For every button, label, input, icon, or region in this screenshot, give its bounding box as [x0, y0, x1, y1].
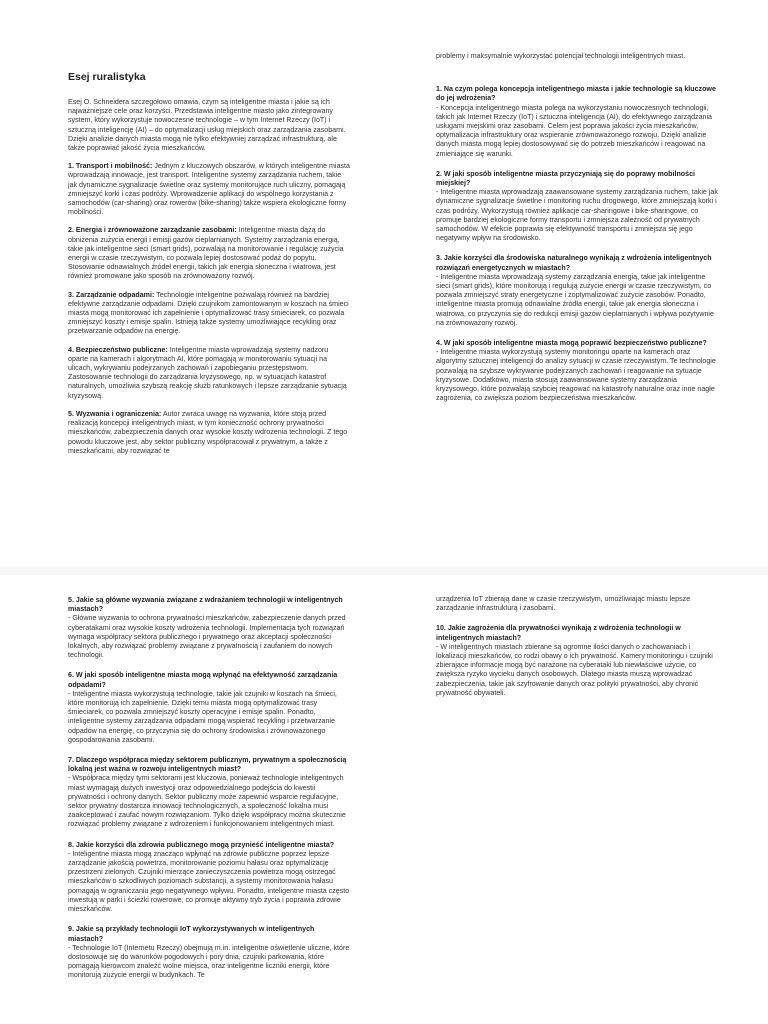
question-text: 5. Jakie są główne wyzwania związane z wdrażaniem technologii w inteligentnych miastach? [68, 596, 343, 614]
answer-text: - Inteligentne miasta wykorzystują technologie, takie jak czujniki w koszach na śmieci, które monitorują ich zapełnienie. Dzięki temu miasta mogą optymalizować trasy śmieciarek, co pozwala zmniejszyć koszty operacyjne i emisje spalin. Ponadto, inteligentne systemy zarządzania odpadami mogą wspierać recykling i przetwarzanie odpadów na energię, co przyczynia się do ochrony środowiska i zrównoważonego gospodarowania zasobami. [68, 689, 337, 744]
question-text: 1. Na czym polega koncepcja inteligentnego miasta i jakie technologie są kluczowe do jej wdrożenia? [436, 85, 716, 103]
qa-item [68, 841, 350, 915]
question-text: 9. Jakie są przykłady technologii IoT wykorzystywanych w inteligentnych miastach? [68, 925, 315, 943]
continuation-text: urządzenia IoT zbierają dane w czasie rzeczywistym, umożliwiając miastu lepsze zarządzanie infrastrukturą i zasobami. [436, 595, 691, 613]
point-paragraph [68, 291, 350, 337]
right-column [436, 52, 718, 415]
qa-item [436, 254, 718, 328]
continuation-text: problemy i maksymalnie wykorzystać potencjał technologii inteligentnych miast. [436, 52, 686, 60]
question-text: 2. W jaki sposób inteligentne miasta przyczyniają się do poprawy mobilności miejskiej? [436, 169, 695, 188]
qa-item [436, 170, 718, 244]
answer-text: - Technologie IoT (Internetu Rzeczy) obejmują m.in. inteligentne oświetlenie uliczne, które dostosowuje się do warunków pogodowych i pory dnia, czujniki parkowania, które pomagają kierowcom znaleźć wolne miejsca, oraz inteligentne liczniki energii, które monitorują zużycie energii w budynkach. Te [68, 943, 350, 980]
point-paragraph [68, 346, 350, 401]
question-text: 3. Jakie korzyści dla środowiska naturalnego wynikają z wdrożenia inteligentnych rozwiązań energetycznych w miastach? [436, 254, 712, 272]
intro-paragraph: Esej O. Schneidera szczegółowo omawia, czym są inteligentne miasta i jakie są ich najważniejsze cele oraz korzyści. Przedstawia inteligentne miasto jako zintegrowany system, który wykorzystuje nowoczesne technologie – w tym Internet Rzeczy (IoT) i sztuczną inteligencję (AI) – do optymalizacji usług miejskich oraz zarządzania zasobami. Dzięki analizie danych miasta mogą nie tylko efektywniej zarządzać infrastrukturą, ale także poprawiać jakość życia mieszkańców. [68, 98, 346, 153]
answer-text: - Inteligentne miasta wprowadzają systemy zarządzania energią, takie jak inteligentne sieci (smart grids), które monitorują i regulują zużycie energii w czasie rzeczywistym, co pozwala zmniejszyć straty energetyczne i zoptymalizować zużycie zasobów. Ponadto, inteligentne miasta promują odnawialne źródła energii, takie jak energia słoneczna i wiatrowa, co przyczynia się do redukcji emisji gazów cieplarnianych i wpływa pozytywnie na zrównoważony rozwój. [436, 272, 714, 327]
qa-item [68, 756, 350, 830]
left-column [68, 596, 350, 992]
point-text: Inteligentne miasta dążą do obniżenia zużycia energii i emisji gazów cieplarnianych. Systemy zarządzania energią, takie jak inteligentne sieci (smart grids), pozwalają na monitorowanie i regulację zużycia energii w czasie rzeczywistym, co pozwala lepiej dostosować podaż do popytu. Stosowanie odnawialnych źródeł energii, takich jak energia słoneczna i wiatrowa, jest również promowane jako sposób na zrównoważony rozwój. [68, 226, 344, 281]
point-heading: 1. Transport i mobilność: [68, 162, 153, 171]
point-text: Autor zwraca uwagę na wyzwania, które stoją przed realizacją koncepcji inteligentnych miast, w tym konieczność ochrony prywatności mieszkańców, zabezpieczenia danych oraz wysokie koszty wdrożenia technologii. Z tego powodu kluczowe jest, aby sektor publiczny współpracował z prywatnym, a także z mieszkańcami, aby rozwiązać te [68, 409, 348, 455]
answer-text: - Inteligentne miasta mogą znacząco wpłynąć na zdrowie publiczne poprzez lepsze zarządzanie jakością powietrza, monitorowanie poziomu hałasu oraz optymalizację przestrzeni zielonych. Czujniki mierzące zanieczyszczenia powietrza mogą ostrzegać mieszkańców o szkodliwych poziomach substancji, a systemy monitorowania hałasu pomagają w ograniczaniu jego negatywnego wpływu. Ponadto, inteligentne miasta często inwestują w parki i ścieżki rowerowe, co promuje aktywny tryb życia i poprawia zdrowie mieszkańców. [68, 849, 350, 914]
point-heading: 2. Energia i zrównoważone zarządzanie zasobami: [68, 226, 237, 235]
answer-text: - Inteligentne miasta wykorzystują systemy monitoringu oparte na kamerach oraz algorytmy sztucznej inteligencji do analizy sytuacji w czasie rzeczywistym. Te technologie pozwalają na szybsze wykrywanie podejrzanych zachowań i reagowanie na sytuacje kryzysowe. Dodatkowo, miasta stosują zaawansowane systemy zarządzania kryzysowego, które pozwalają szybciej reagować na katastrofy naturalne oraz inne nagłe zagrożenia, co zwiększa poziom bezpieczeństwa mieszkańców. [436, 348, 716, 403]
question-text: 8. Jakie korzyści dla zdrowia publicznego mogą przynieść inteligentne miasta? [68, 840, 335, 849]
point-text: Jednym z kluczowych obszarów, w których inteligentne miasta wprowadzają innowacje, jest transport. Inteligentne systemy zarządzania ruchem, takie jak dynamiczne sygnalizacje świetlne oraz systemy monitorujące ruch uliczny, pomagają zmniejszyć korki i czas podróży. Wprowadzenie aplikacji do wspólnego korzystania z samochodów (car-sharing) oraz rowerów (bike-sharing) także wspiera ekologiczne formy mobilności. [68, 162, 350, 217]
point-text: Technologie inteligentne pozwalają również na bardziej efektywne zarządzanie odpadami. Dzięki czujnikom zamontowanym w koszach na śmieci miasta mogą monitorować ich zapełnienie i optymalizować trasy śmieciarek, co pozwala zmniejszyć koszty i emisje spalin. Istnieją także systemy umożliwiające recykling oraz przetwarzanie odpadów na energię. [68, 290, 349, 336]
point-text: Inteligentne miasta wprowadzają systemy nadzoru oparte na kamerach i algorytmach AI, które pomagają w monitorowaniu sytuacji na ulicach, wykrywaniu podejrzanych zachowań i zapobieganiu przestępstwom. Zastosowanie technologii do zarządzania kryzysowego, np. w sytuacjach katastrof naturalnych, umożliwia szybszą reakcję służb ratunkowych i lepsze zarządzanie sytuacją kryzysową. [68, 345, 347, 400]
answer-text: - Główne wyzwania to ochrona prywatności mieszkańców, zabezpieczenie danych przed cyberatakami oraz wysokie koszty wdrożenia technologii. Implementacja tych rozwiązań wymaga współpracy sektora publicznego i prywatnego oraz akceptacji społeczności lokalnych, aby rozwiązać problemy związane z prywatnością i zaufaniem do nowych technologii. [68, 614, 346, 660]
question-text: 10. Jakie zagrożenia dla prywatności wynikają z wdrożenia technologii w inteligentnych miastach? [436, 624, 681, 642]
point-paragraph [68, 226, 350, 281]
point-heading: 3. Zarządzanie odpadami: [68, 290, 155, 299]
answer-text: - Koncepcja inteligentnego miasta polega na wykorzystaniu nowoczesnych technologii, takich jak Internet Rzeczy (IoT) i sztuczna inteligencja (AI), do efektywnego zarządzania usługami miejskimi oraz zasobami. Celem jest poprawa jakości życia mieszkańców, optymalizacja infrastruktury oraz wspieranie zrównoważonego rozwoju. Dzięki analizie danych miasta mogą lepiej dostosowywać się do potrzeb mieszkańców i reagować na zmieniające się warunki. [436, 103, 712, 158]
answer-text: - Inteligentne miasta wprowadzają zaawansowane systemy zarządzania ruchem, takie jak dynamiczne sygnalizacje świetlne i monitoring ruchu drogowego, które zmniejszają korki i czas podróży. Wykorzystują również aplikacje car-sharingowe i bike-sharingowe, co promuje bardziej ekologiczne formy transportu i zmniejsza zależność od prywatnych samochodów. W efekcie poprawia się efektywność transportu i zmniejsza się jego negatywny wpływ na środowisko. [436, 188, 718, 243]
qa-item [68, 596, 350, 660]
point-heading: 4. Bezpieczeństwo publiczne: [68, 345, 168, 354]
qa-item [436, 85, 718, 159]
question-text: 7. Dlaczego współpraca między sektorem publicznym, prywatnym a społecznością lokalną jest ważna w rozwoju inteligentnych miast? [68, 756, 347, 774]
right-column [436, 595, 718, 707]
left-column [68, 71, 350, 465]
point-heading: 5. Wyzwania i ograniczenia: [68, 409, 162, 418]
answer-text: - W inteligentnych miastach zbierane są ogromne ilości danych o zachowaniach i lokalizacji mieszkańców, co rodzi obawy o ich prywatność. Kamery monitoringu i czujniki zbierające informacje mogą być narażone na cyberataki lub niewłaściwe użycie, co zwiększa ryzyko wycieku danych osobowych. Dlatego miasta muszą wprowadzać zabezpieczenia, takie jak szyfrowanie danych oraz polityki prywatności, aby chronić prywatność obywateli. [436, 642, 713, 697]
point-paragraph [68, 410, 350, 456]
qa-item [436, 339, 718, 403]
question-text: 4. W jaki sposób inteligentne miasta mogą poprawić bezpieczeństwo publiczne? [436, 339, 707, 348]
question-text: 6. W jaki sposób inteligentne miasta mogą wpłynąć na efektywność zarządzania odpadami? [68, 671, 338, 689]
point-paragraph [68, 162, 350, 217]
qa-item [68, 925, 350, 980]
document-page-2 [0, 575, 768, 1024]
answer-text: - Współpraca między tymi sektorami jest kluczowa, ponieważ technologie inteligentnych miast wymagają dużych inwestycji oraz odpowiedzialnego podejścia do kwestii prywatności i ochrony danych. Sektor publiczny może zapewnić wsparcie regulacyjne, sektor prywatny dostarcza innowacji technologicznych, a społeczność lokalna musi zaakceptować i zaufać nowym rozwiązaniom. Tylko dzięki współpracy można skutecznie rozwiązać problemy związane z wdrożeniem i funkcjonowaniem inteligentnych miast. [68, 774, 346, 829]
qa-item [436, 624, 718, 698]
qa-item [68, 671, 350, 745]
page-title: Esej ruralistyka [68, 71, 146, 83]
